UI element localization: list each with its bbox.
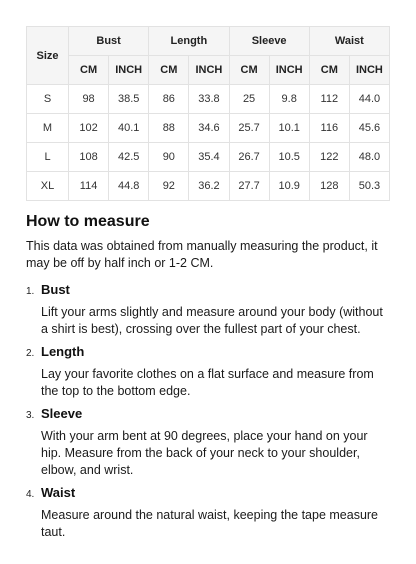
group-header-sleeve: Sleeve [229,27,309,56]
table-cell: 88 [149,114,189,143]
table-cell: 116 [309,114,349,143]
table-cell: 35.4 [189,143,229,172]
table-cell: 10.1 [269,114,309,143]
table-cell: 25.7 [229,114,269,143]
step-number: 3. [26,410,35,421]
table-cell: 10.5 [269,143,309,172]
unit-header: CM [229,56,269,85]
step-sleeve [26,406,390,479]
table-row [27,143,390,172]
table-cell: 48.0 [349,143,389,172]
unit-header: INCH [269,56,309,85]
size-table [26,26,390,201]
table-cell: 86 [149,85,189,114]
table-unit-header-row [27,56,390,85]
step-number: 4. [26,489,35,500]
step-description: Lay your favorite clothes on a flat surface and measure from the top to the bottom edge. [41,367,374,398]
unit-header: INCH [189,56,229,85]
table-cell: 42.5 [109,143,149,172]
size-chart [26,26,390,201]
table-cell: 34.6 [189,114,229,143]
step-description: With your arm bent at 90 degrees, place your hand on your hip. Measure from the back of your neck to your shoulder, elbow, and wrist. [41,429,368,477]
unit-header: INCH [109,56,149,85]
step-waist [26,485,390,541]
table-cell: 45.6 [349,114,389,143]
step-title: Waist [41,485,76,500]
table-group-header-row [27,27,390,56]
size-cell: S [27,85,69,114]
unit-header: CM [309,56,349,85]
step-title: Bust [41,282,70,297]
table-cell: 27.7 [229,172,269,201]
unit-header: INCH [349,56,389,85]
group-header-bust: Bust [69,27,149,56]
table-cell: 10.9 [269,172,309,201]
table-row [27,114,390,143]
table-cell: 92 [149,172,189,201]
table-cell: 128 [309,172,349,201]
table-cell: 36.2 [189,172,229,201]
table-cell: 38.5 [109,85,149,114]
group-header-length: Length [149,27,229,56]
table-cell: 44.8 [109,172,149,201]
step-description: Lift your arms slightly and measure around your body (without a shirt is best), crossing over the fullest part of your chest. [41,305,383,336]
table-cell: 108 [69,143,109,172]
unit-header: CM [149,56,189,85]
measurement-steps [26,282,390,547]
table-row [27,172,390,201]
table-cell: 102 [69,114,109,143]
table-cell: 114 [69,172,109,201]
unit-header: CM [69,56,109,85]
table-cell: 44.0 [349,85,389,114]
step-title: Sleeve [41,406,83,421]
table-cell: 112 [309,85,349,114]
table-cell: 122 [309,143,349,172]
how-to-measure-heading: How to measure [26,213,150,230]
size-column-header: Size [27,27,69,85]
table-cell: 25 [229,85,269,114]
step-bust [26,282,390,338]
size-cell: L [27,143,69,172]
table-cell: 50.3 [349,172,389,201]
step-length [26,344,390,400]
table-cell: 26.7 [229,143,269,172]
table-cell: 9.8 [269,85,309,114]
step-description: Measure around the natural waist, keeping the tape measure taut. [41,508,379,539]
table-cell: 90 [149,143,189,172]
table-cell: 98 [69,85,109,114]
table-cell: 33.8 [189,85,229,114]
table-cell: 40.1 [109,114,149,143]
measurement-note: This data was obtained from manually measuring the product, it may be off by half inch or 1-2 CM. [26,239,378,270]
size-cell: XL [27,172,69,201]
step-number: 1. [26,286,35,297]
table-row [27,85,390,114]
step-title: Length [41,344,85,359]
group-header-waist: Waist [309,27,389,56]
step-number: 2. [26,348,35,359]
size-cell: M [27,114,69,143]
